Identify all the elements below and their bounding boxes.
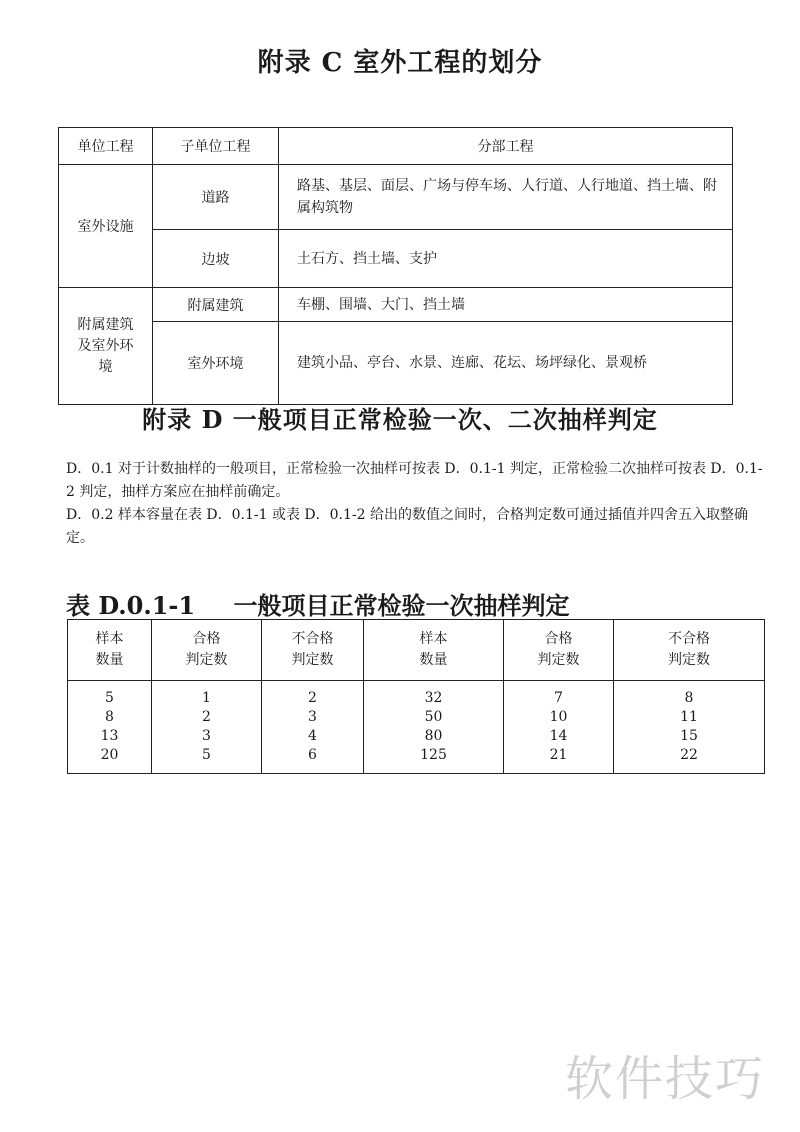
sub-unit-road: 道路 — [153, 165, 279, 230]
sample-size-column — [364, 681, 504, 774]
table-cell-value: 10 — [549, 709, 568, 725]
unit-label-line: 境 — [98, 358, 113, 375]
header-sub-unit-project: 子单位工程 — [153, 128, 279, 165]
header-division-project: 分部工程 — [279, 128, 733, 165]
table-row — [59, 288, 733, 322]
header-acceptance-number — [152, 620, 262, 681]
rejection-number-column — [614, 681, 765, 774]
sub-unit-slope: 边坡 — [153, 230, 279, 288]
table-cell-value: 22 — [680, 747, 698, 763]
division-attached-items: 车棚、围墙、大门、挡土墙 — [279, 288, 733, 322]
table-cell-value: 32 — [424, 690, 443, 706]
clause-d-0-2: D．0.2 样本容量在表 D．0.1-1 或表 D．0.1-2 给出的数值之间时，合格判定数可通过插值并四舍五入取整确定。 — [66, 507, 748, 546]
table-cell-value: 样本 — [419, 631, 448, 647]
table-cell-value: 21 — [549, 747, 568, 763]
unit-label-line: 附属建筑 — [77, 316, 134, 333]
table-cell-value: 125 — [420, 747, 447, 763]
table-cell-value: 20 — [100, 747, 119, 763]
header-sample-size — [68, 620, 152, 681]
table-cell-value: 50 — [424, 709, 443, 725]
appendix-c-title: 附录 C 室外工程的划分 — [257, 48, 543, 78]
acceptance-number-column — [152, 681, 262, 774]
unit-attached-buildings-environment — [59, 288, 153, 405]
division-environment-items: 建筑小品、亭台、水景、连廊、花坛、场坪绿化、景观桥 — [279, 322, 733, 405]
table-cell-value: 8 — [684, 690, 694, 706]
clause-d-0-1: D．0.1 对于计数抽样的一般项目，正常检验一次抽样可按表 D．0.1-1 判定，正常检验二次抽样可按表 D．0.1-2 判定，抽样方案应在抽样前确定。 — [66, 461, 763, 500]
sub-unit-outdoor-environment: 室外环境 — [153, 322, 279, 405]
watermark: 软件技巧 — [565, 1051, 766, 1107]
table-cell-value: 15 — [680, 728, 698, 744]
sub-unit-attached-buildings: 附属建筑 — [153, 288, 279, 322]
table-cell-value: 3 — [202, 728, 211, 744]
table-cell-value: 11 — [680, 709, 698, 725]
division-road-items: 路基、基层、面层、广场与停车场、人行道、人行地道、挡土墙、附属构筑物 — [279, 165, 733, 230]
table-cell-value: 数量 — [95, 652, 124, 668]
table-cell-value: 6 — [308, 747, 317, 763]
table-cell-value: 不合格 — [291, 631, 334, 647]
acceptance-number-column — [504, 681, 614, 774]
table-cell-value: 13 — [100, 728, 119, 744]
table-cell-value: 数量 — [419, 652, 448, 668]
unit-outdoor-facilities: 室外设施 — [59, 165, 153, 288]
table-d011-caption — [66, 586, 569, 621]
table-title: 一般项目正常检验一次抽样判定 — [233, 591, 570, 620]
table-cell-value: 不合格 — [668, 631, 710, 647]
rejection-number-column — [262, 681, 364, 774]
table-cell-value: 5 — [202, 747, 211, 763]
table-cell-value: 4 — [308, 728, 317, 744]
header-sample-size — [364, 620, 504, 681]
table-cell-value: 80 — [424, 728, 443, 744]
division-slope-items: 土石方、挡土墙、支护 — [279, 230, 733, 288]
table-cell-value: 1 — [202, 690, 211, 706]
table-cell-value: 合格 — [192, 631, 221, 647]
table-cell-value: 判定数 — [185, 652, 228, 668]
header-rejection-number — [262, 620, 364, 681]
outdoor-works-division-table — [58, 127, 733, 405]
table-cell-value: 2 — [308, 690, 317, 706]
header-acceptance-number — [504, 620, 614, 681]
table-cell-value: 14 — [549, 728, 568, 744]
table-cell-value: 判定数 — [537, 652, 580, 668]
sample-size-column — [68, 681, 152, 774]
table-cell-value: 判定数 — [291, 652, 334, 668]
table-row — [59, 165, 733, 230]
table-cell-value: 判定数 — [668, 652, 710, 668]
table-header-row — [68, 620, 765, 681]
table-cell-value: 8 — [105, 709, 114, 725]
table-header-row — [59, 128, 733, 165]
table-row — [59, 230, 733, 288]
table-row — [59, 322, 733, 405]
header-rejection-number — [614, 620, 765, 681]
single-sampling-judgement-table — [67, 619, 765, 774]
table-data-row — [68, 681, 765, 774]
appendix-d-title: 附录 D 一般项目正常检验一次、二次抽样判定 — [142, 405, 658, 434]
unit-label-line: 及室外环 — [77, 337, 134, 354]
header-unit-project: 单位工程 — [59, 128, 153, 165]
table-number: 表 D.0.1-1 — [66, 591, 196, 620]
table-cell-value: 7 — [554, 690, 563, 706]
table-cell-value: 合格 — [544, 631, 573, 647]
table-cell-value: 2 — [202, 709, 211, 725]
table-cell-value: 5 — [105, 690, 114, 706]
table-cell-value: 样本 — [95, 631, 124, 647]
table-cell-value: 3 — [308, 709, 317, 725]
